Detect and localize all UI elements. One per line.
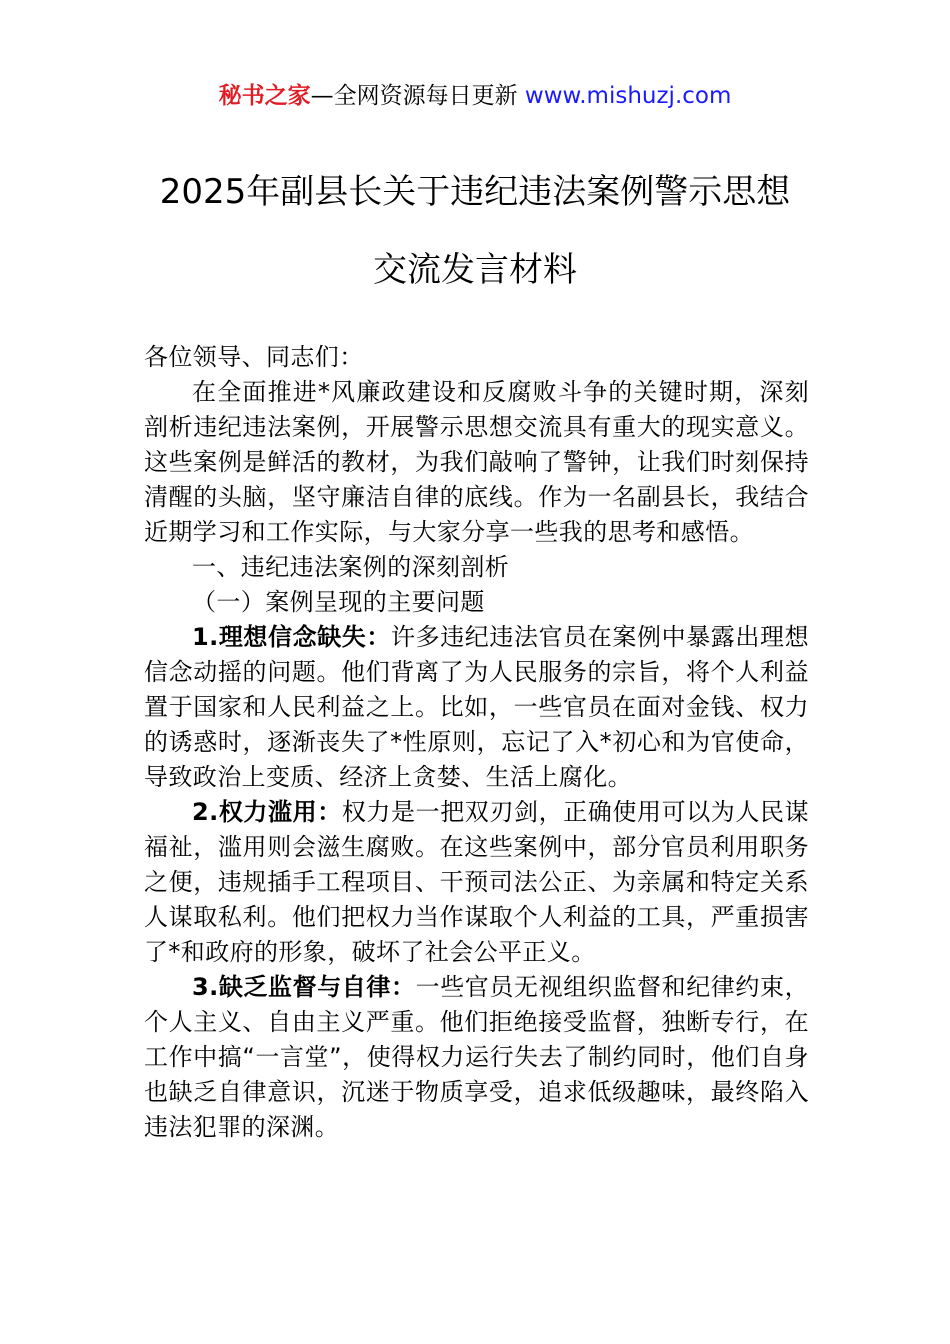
intro-paragraph: 在全面推进*风廉政建设和反腐败斗争的关键时期，深刻剖析违纪违法案例，开展警示思想交流具有重大的现实意义。这些案例是鲜活的教材，为我们敲响了警钟，让我们时刻保持清醒的头脑，坚守廉洁自律的底线。作为一名副县长，我结合近期学习和工作实际，与大家分享一些我的思考和感悟。 xyxy=(144,378,809,546)
header-tagline: —全网资源每日更新 xyxy=(310,83,525,109)
section-heading: 一、违纪违法案例的深刻剖析 xyxy=(192,553,510,581)
site-url-link[interactable]: www.mishuzj.com xyxy=(524,83,732,109)
point-text-2: 权力是一把双刃剑，正确使用可以为人民谋福祉，滥用则会滋生腐败。在这些案例中，部分官员利用职务之便，违规插手工程项目、干预司法公正、为亲属和特定关系人谋取私利。他们把权力当作谋取个人利益的工具，严重损害了*和政府的形象，破坏了社会公平正义。 xyxy=(144,798,809,966)
brand-name: 秘书之家 xyxy=(218,83,311,109)
document-title-line-2: 交流发言材料 xyxy=(373,250,577,290)
site-header-banner xyxy=(0,80,950,112)
point-label-2: 2.权力滥用： xyxy=(192,798,342,826)
point-text-1: 许多违纪违法官员在案例中暴露出理想信念动摇的问题。他们背离了为人民服务的宗旨，将个人利益置于国家和人民利益之上。比如，一些官员在面对金钱、权力的诱惑时，逐渐丧失了*性原则，忘记了入*初心和为官使命，导致政治上变质、经济上贪婪、生活上腐化。 xyxy=(144,623,809,791)
point-label-3: 3.缺乏监督与自律： xyxy=(192,973,416,1001)
subsection-heading: （一）案例呈现的主要问题 xyxy=(192,588,485,616)
point-text-3: 一些官员无视组织监督和纪律约束，个人主义、自由主义严重。他们拒绝接受监督，独断专行，在工作中搞“一言堂”，使得权力运行失去了制约同时，他们自身也缺乏自律意识，沉迷于物质享受，追求低级趣味，最终陷入违法犯罪的深渊。 xyxy=(144,973,809,1141)
point-label-1: 1.理想信念缺失： xyxy=(192,623,392,651)
document-title-line-1: 2025年副县长关于违纪违法案例警示思想 xyxy=(159,172,791,212)
point-paragraph-1 xyxy=(144,620,809,795)
salutation: 各位领导、同志们： xyxy=(144,343,364,371)
point-paragraph-3 xyxy=(144,970,809,1145)
document-body xyxy=(144,340,809,1145)
point-paragraph-2 xyxy=(144,795,809,970)
